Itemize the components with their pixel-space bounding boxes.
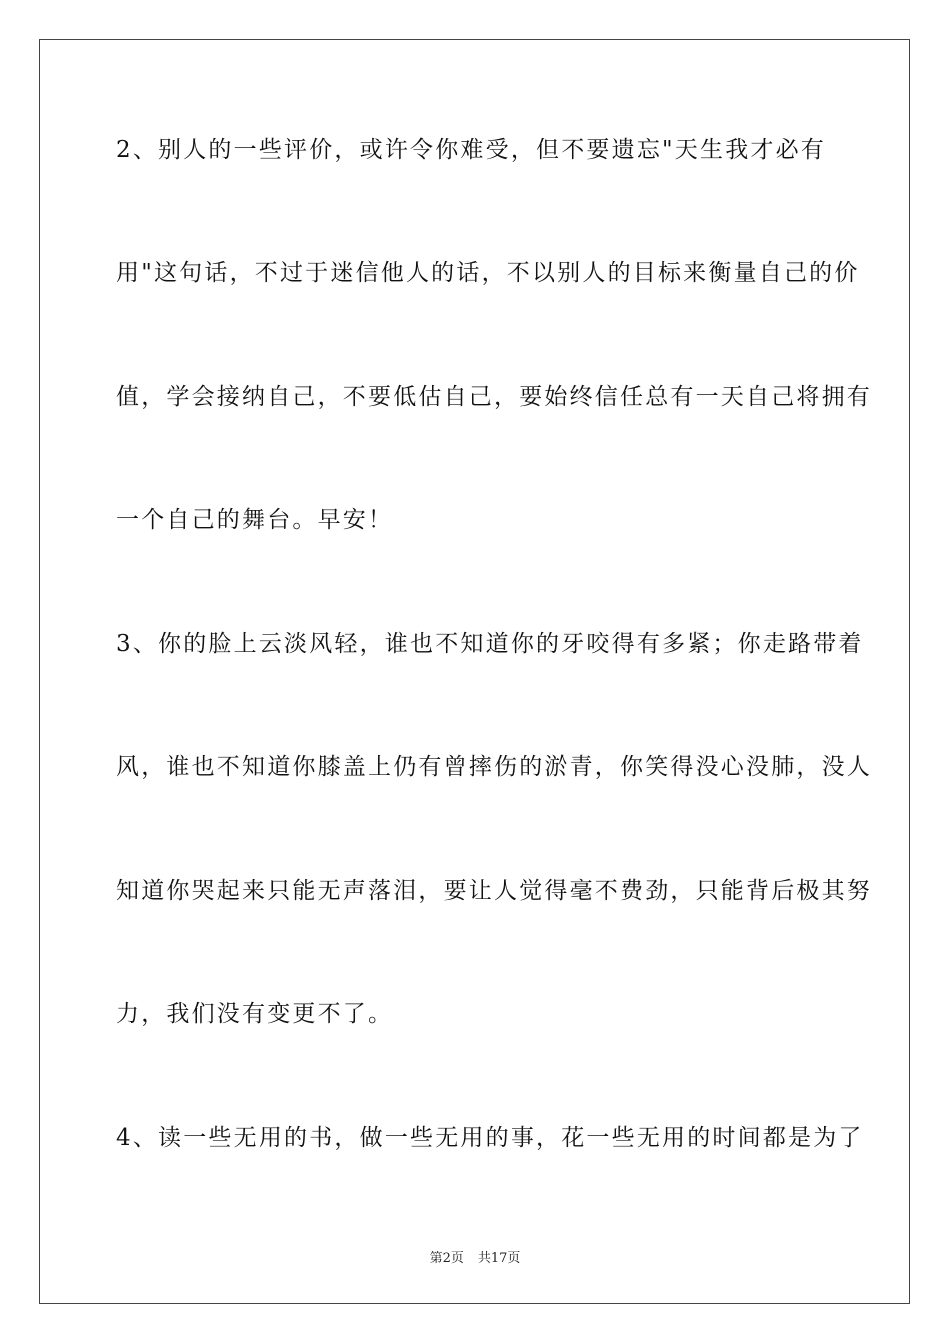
page-number: 第2页 (429, 1251, 464, 1266)
text-line-2: 用"这句话，不过于迷信他人的话，不以别人的目标来衡量自己的价 (116, 260, 860, 286)
text-line-9: 4、读一些无用的书，做一些无用的事，花一些无用的时间都是为了 (116, 1125, 864, 1151)
text-line-8: 力，我们没有变更不了。 (116, 1001, 394, 1027)
text-line-3: 值，学会接纳自己，不要低估自己，要始终信任总有一天自己将拥有 (116, 384, 872, 410)
text-line-6: 风，谁也不知道你膝盖上仍有曾摔伤的淤青，你笑得没心没肺，没人 (116, 754, 872, 780)
text-line-5: 3、你的脸上云淡风轻，谁也不知道你的牙咬得有多紧；你走路带着 (116, 631, 864, 657)
total-pages: 共17页 (477, 1251, 521, 1266)
page-frame (39, 39, 910, 1304)
text-line-7: 知道你哭起来只能无声落泪，要让人觉得毫不费劲，只能背后极其努 (116, 878, 872, 904)
text-line-1: 2、别人的一些评价，或许令你难受，但不要遗忘"天生我才必有 (116, 137, 827, 163)
text-line-4: 一个自己的舞台。早安！ (116, 507, 394, 533)
page-footer (0, 1247, 950, 1266)
